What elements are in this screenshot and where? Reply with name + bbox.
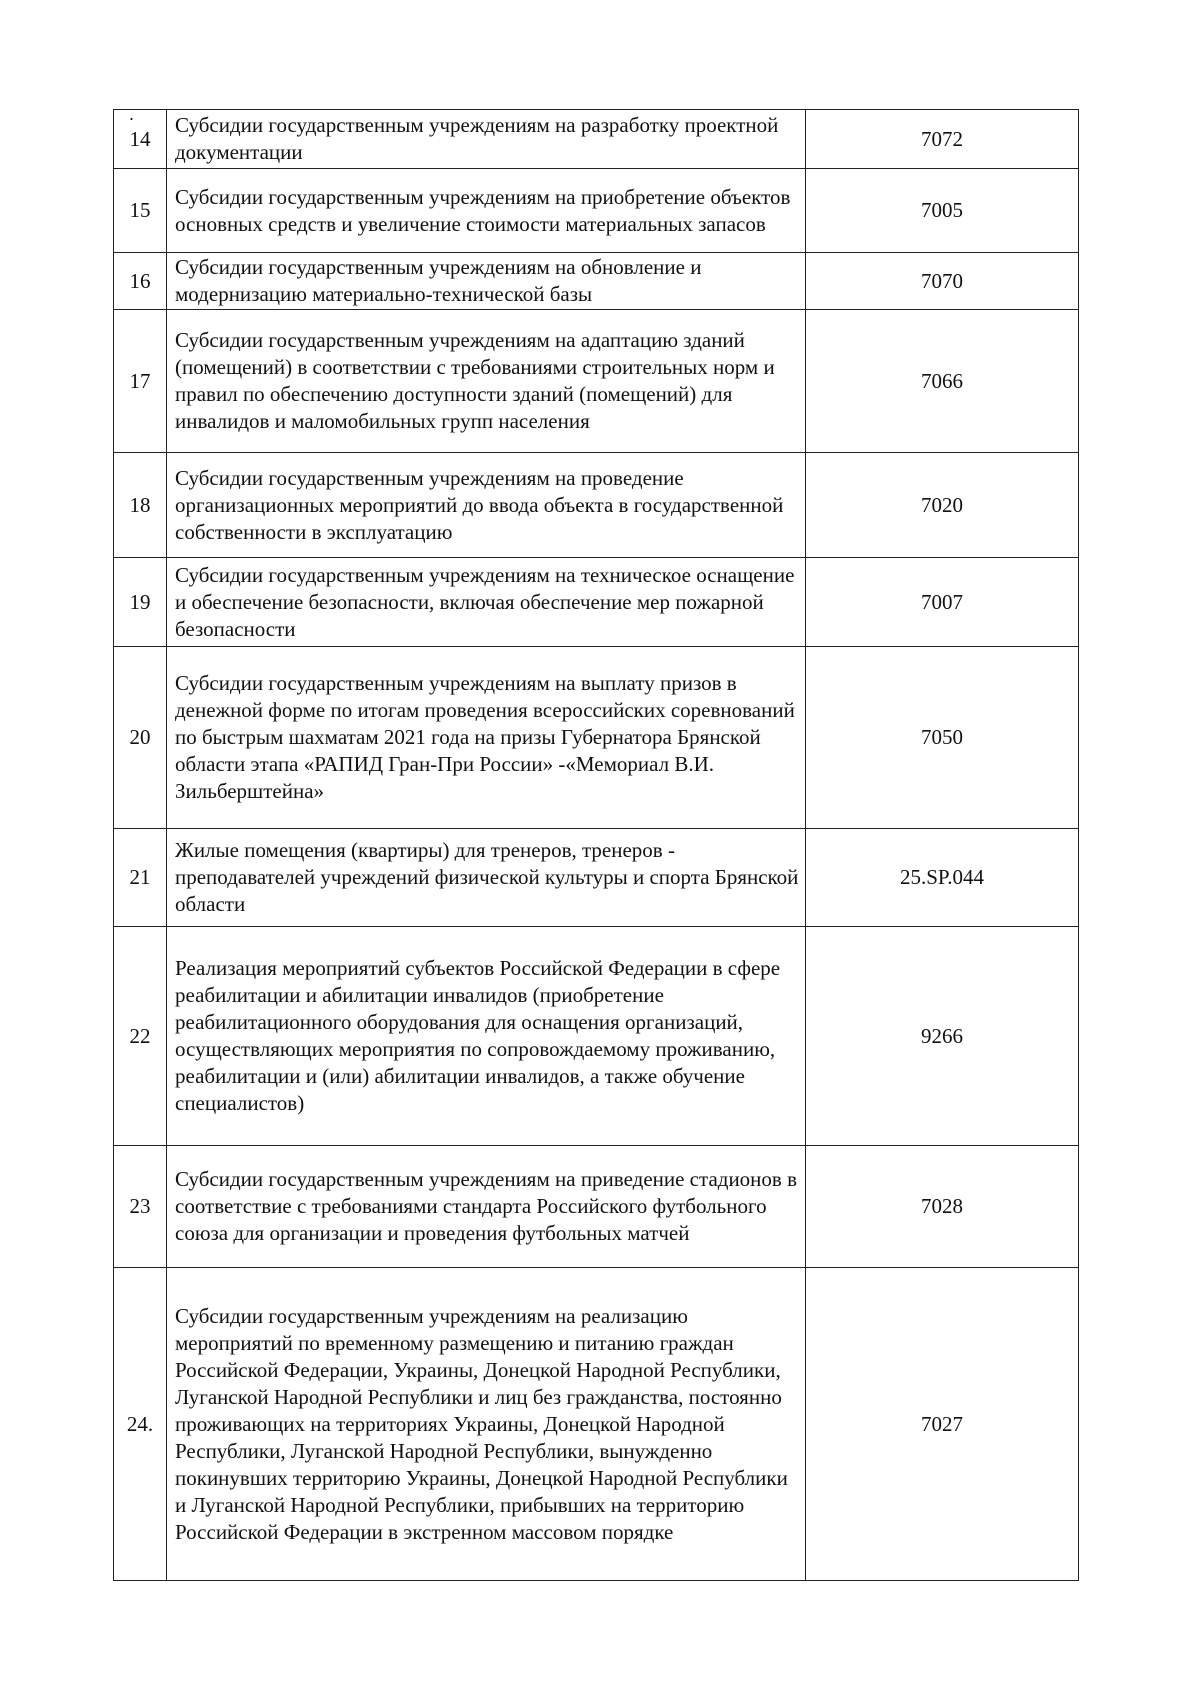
row-number: 14	[114, 110, 167, 169]
row-description	[167, 558, 806, 647]
row-description-text: Жилые помещения (квартиры) для тренеров, тренеров - преподавателей учреждений физической культуры и спорта Брянской области	[175, 838, 799, 916]
row-description-text: Субсидии государственным учреждениям на выплату призов в денежной форме по итогам проведения всероссийских соревнований по быстрым шахматам 2021 года на призы Губернатора Брянской области этапа «РАПИД Гран-При России» -«Мемориал В.И. Зильберштейна»	[175, 671, 795, 803]
row-description	[167, 829, 806, 927]
row-number: 19	[114, 558, 167, 647]
row-description-text: Субсидии государственным учреждениям на реализацию мероприятий по временному размещению и питанию граждан Российской Федерации, Украины, Донецкой Народной Республики, Луганской Народной Республики и лиц без гражданства, постоянно проживающих на территориях Украины, Донецкой Народной Республики, Луганской Народной Республики, вынужденно покинувших территорию Украины, Донецкой Народной Республики и Луганской Народной Республики, прибывших на территорию Российской Федерации в экстренном массовом порядке	[175, 1303, 788, 1544]
row-code: 7005	[806, 169, 1079, 253]
row-description-text: Субсидии государственным учреждениям на проведение организационных мероприятий до ввода объекта в государственной собственности в эксплуатацию	[175, 465, 784, 544]
table-row	[114, 1268, 1079, 1581]
row-code: 7066	[806, 310, 1079, 453]
row-code: 7050	[806, 647, 1079, 829]
row-description	[167, 927, 806, 1146]
row-number: 21	[114, 829, 167, 927]
row-number: 20	[114, 647, 167, 829]
row-description-text: Реализация мероприятий субъектов Российской Федерации в сфере реабилитации и абилитации инвалидов (приобретение реабилитационного оборудования для оснащения организаций, осуществляющих мероприятия по сопровождаемому проживанию, реабилитации и (или) абилитации инвалидов, а также обучение специалистов)	[175, 956, 781, 1115]
row-description	[167, 647, 806, 829]
row-number: 24.	[114, 1268, 167, 1581]
row-code: 25.SP.044	[806, 829, 1079, 927]
row-description	[167, 1146, 806, 1268]
row-code: 7072	[806, 110, 1079, 169]
table-row	[114, 169, 1079, 253]
table-row	[114, 829, 1079, 927]
table-row	[114, 453, 1079, 558]
stray-dot-mark: ·	[128, 108, 135, 129]
table-row	[114, 310, 1079, 453]
row-description-text: Субсидии государственным учреждениям на обновление и модернизацию материально-технической базы	[175, 255, 702, 306]
table-row	[114, 1146, 1079, 1268]
row-code: 7027	[806, 1268, 1079, 1581]
row-description	[167, 453, 806, 558]
row-description	[167, 253, 806, 310]
table-row	[114, 558, 1079, 647]
row-code: 9266	[806, 927, 1079, 1146]
row-description-text: Субсидии государственным учреждениям на разработку проектной документации	[175, 113, 779, 164]
row-description	[167, 310, 806, 453]
row-description	[167, 1268, 806, 1581]
table-row	[114, 110, 1079, 169]
table-row	[114, 927, 1079, 1146]
row-number: 17	[114, 310, 167, 453]
row-description-text: Субсидии государственным учреждениям на приобретение объектов основных средств и увеличение стоимости материальных запасов	[175, 184, 791, 236]
row-code: 7028	[806, 1146, 1079, 1268]
row-number: 16	[114, 253, 167, 310]
row-code: 7007	[806, 558, 1079, 647]
row-description-text: Субсидии государственным учреждениям на приведение стадионов в соответствие с требованиями стандарта Российского футбольного союза для организации и проведения футбольных матчей	[175, 1167, 798, 1245]
row-description	[167, 169, 806, 253]
row-code: 7020	[806, 453, 1079, 558]
table-row	[114, 253, 1079, 310]
row-number: 22	[114, 927, 167, 1146]
row-number: 18	[129, 492, 151, 517]
row-description	[167, 110, 806, 169]
table-row	[114, 647, 1079, 829]
row-number: 23	[114, 1146, 167, 1268]
row-code: 7070	[806, 253, 1079, 310]
row-number: 15	[114, 169, 167, 253]
budget-code-table	[113, 109, 1079, 1581]
row-description-text: Субсидии государственным учреждениям на адаптацию зданий (помещений) в соответствии с требованиями строительных норм и правил по обеспечению доступности зданий (помещений) для инвалидов и маломобильных групп населения	[175, 328, 775, 433]
row-description-text: Субсидии государственным учреждениям на техническое оснащение и обеспечение безопасности, включая обеспечение мер пожарной безопасности	[175, 562, 795, 641]
